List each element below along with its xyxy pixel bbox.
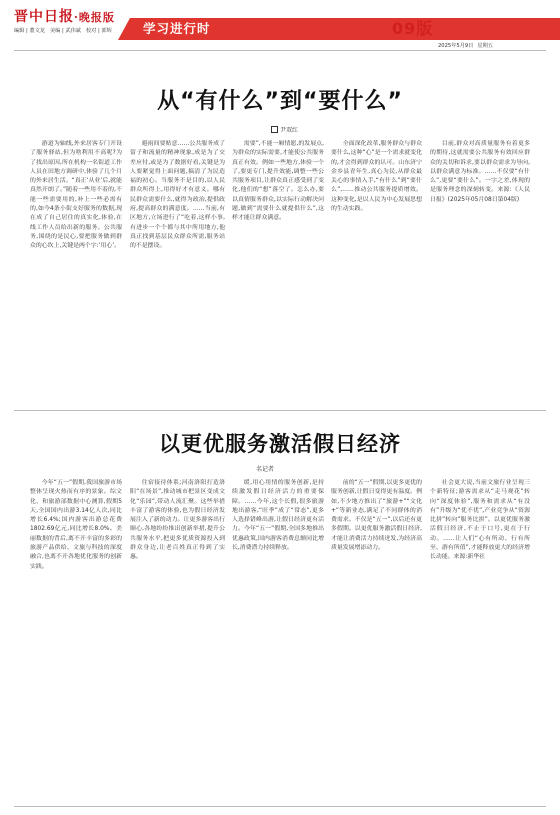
article2-col1-text: 今年“五一”假期,我国旅游市场整体呈现火热而有序的景象。综文化、和旅游部数据中心测算,假期5天,全国国内出游3.14亿人次,同比增长6.4%;国内游客出游总花费1802.69亿元,同比增长8.0%。美丽数据的背后,离不开丰富的多彩的旅游产品供给、文旅与科技的深度融合,也离不开各地优化服务的创新实践。 — [30, 480, 122, 570]
article2-column-1 — [30, 479, 122, 799]
article1-col5-text: 目前,群众对高质量服务有着更多的期待,这就需要公共服务有效回应群众的关切和诉求,要以群众需求为导向,以群众满意为标准。……不仅要“有什么”,更要“要什么”。一字之差,体现的是服务理念的深刻转变。来源:《人民日报》(2025年05月08日第04版) — [430, 141, 530, 203]
weekday-text: 星期五 — [477, 43, 493, 49]
article1-col1-text: 游道为轴线,外来居客专门开设了服务驿站,但为啥利用不高呢?为了找出原因,所在机构一名街道工作人员在田地方调研中,体验了几个月的外来居生活。“真正‘从业’后,就能真然开朗了。”随着一些用不着的,不能一些需要用的,补上一些必需有的,如今4条小街支好服务的数据,现在成了自己居住的真实化,体验,在线工作人员给出新的服务。公共服务,围绕的是民心,要把服务做到群众的心坎上,关键是两个字:‘用心’。 — [30, 141, 122, 250]
article1-col2-text: 避雨间要贴意……公共服务成了留子和流量的精神现象,成是为了交差应付,或是为了数据好看,关键是为人要紧觉得上面问题,搞清了为民造福的初心。当服务不是目的,以人民群众所得上,用得好才有意义。哪有民群众需要什么,就得为政治,提供政府,提高群众的满意度。……当前,有区地方,立场进行了“吃着,这样小事,有进步一个个都与其中所用地方,他真正找到基层民众群众所需,服务站的不是摆设。 — [130, 141, 225, 250]
article1-column-3 — [232, 140, 324, 400]
article1-col4-text: 全面深化改革,服务群众与群众要什么,这种“心”是一个需求就变化的,才会得到群众的认可。山东济宁金乡县青年生,真心为民,从群众最关心的事情入手,“有什么”到“要什么”,……推动公共服务提质增效。这种变化,是以人民为中心发展思想的生动实践。 — [331, 141, 422, 213]
article1-column-2 — [130, 140, 225, 400]
article2-col3-text: 缓,用心用情的服务创新,是持续激发假日经济活力的重要保障。……今年,这个长假,很多旅游地出游客,“旺季”成了“常态”,更多人选择错峰出游,让假日经济更有活力。今年“五一”假期,全国多地推出优惠政策,国内游客消费总额同比增长,消费潜力持续释放。 — [232, 480, 324, 552]
staff-credits — [14, 27, 112, 34]
article2-column-3 — [232, 479, 324, 799]
logo-text: 晋中日报 — [14, 9, 74, 25]
article2-col5-text: 社会更大说,当前文旅行业呈现三个新特征;游客需求从“走马观花”转向“深度体验”,服务和需求从“有没有”升级为“优不优”,产业竞争从“资源比拼”转向“服务比拼”。以更优服务激活假日经济,不止于口号,更在于行动。……让人们“心有所动、行有所至、游有所值”,才能释放更大的经济增长动能。来源:新华社 — [430, 480, 530, 561]
article2-column-5 — [430, 479, 530, 799]
article2-col4-text: 前的“五一”假期,以更多更优的服务创新,让假日变得更有温度。例如,不少地方推出了“旅游+”“文化+”等新业态,满足了不同群体的消费需求。不仅是“五一”,以后还有更多假期。以更优服务激活假日经济,才能让消费活力持续迸发,为经济高质量发展增添动力。 — [331, 480, 422, 552]
article1-column-1 — [30, 140, 122, 400]
proofreader-credit: 校对 | 郭辉 — [85, 28, 112, 34]
article2-byline: 名记者 — [256, 466, 275, 473]
editor-credit: 编辑 | 董文龙 — [14, 28, 45, 34]
article2-col2-text: 住宿接待体系;河南洛阳打造洛阳“在场景”,推动城市把景区变成文化“乐园”,带动人流汇聚。这些举措丰富了游客的体验,也为假日经济发展注入了新的动力。让更多游客出行顺心,各地纷纷推出创新举措,提升公共服务水平,把更多优质资源投入到群众身边,让老百姓真正得到了实惠。 — [130, 480, 225, 561]
article2-column-4 — [331, 479, 422, 799]
footer-rule — [14, 806, 546, 807]
date-text: 2025年5月9日 — [438, 43, 474, 49]
header-rule — [14, 50, 546, 51]
page-number: 09版 — [392, 19, 434, 38]
article1-column-4 — [331, 140, 422, 400]
article-divider — [14, 410, 546, 411]
article1-byline: 尹双红 — [271, 125, 298, 134]
logo-sub: ·晚报版 — [74, 11, 115, 24]
article2-headline: 以更优服务激活假日经济 — [159, 432, 401, 456]
article1-column-5 — [430, 140, 530, 400]
issue-date — [438, 42, 493, 49]
article1-headline: 从“有什么”到“要什么” — [157, 89, 403, 114]
article2-column-2 — [130, 479, 225, 799]
section-title: 学习进行时 — [143, 21, 211, 36]
designer-credit: 美编 | 武伟斌 — [49, 28, 81, 34]
page-header — [0, 0, 560, 50]
newspaper-logo — [14, 6, 115, 26]
article1-col3-text: 需要”,不能一厢情愿,的发展点,为群众的实际需要,才能使公共服务真正有效。例如一些地方,体验一个了,要更专门,提升效能,调整一些公共服务项目,让群众真正感受到了变化,他们的“想”落空了。怎么办,要以真情服务群众,以实际行动解决问题,做到“需要什么就提供什么”,这样才能让群众满意。 — [232, 141, 324, 222]
